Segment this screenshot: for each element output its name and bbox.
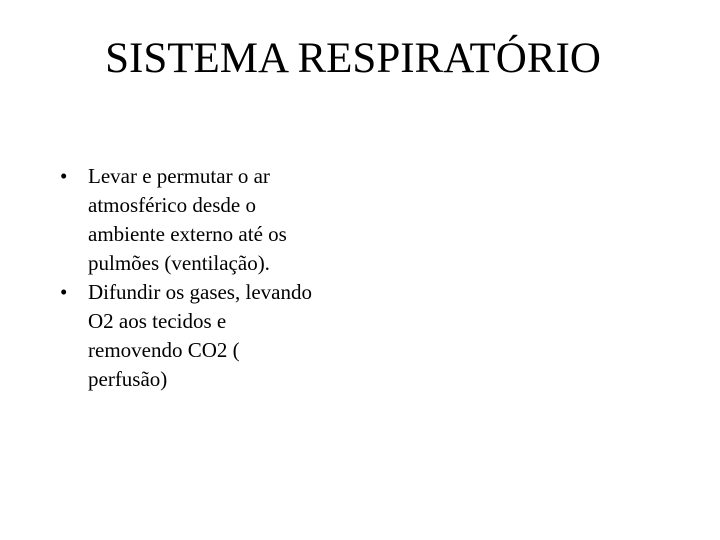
bullet-marker: • [60,164,68,188]
slide-title: SISTEMA RESPIRATÓRIO [105,35,601,82]
bullet-text: Levar e permutar o ar atmosférico desde o ambiente externo até os pulmões (ventilação). [88,164,287,275]
bullet-marker: • [60,280,68,304]
bullet-list [60,162,320,394]
bullet-text: Difundir os gases, levando O2 aos tecidos e removendo CO2 ( perfusão) [88,280,312,391]
bullet-item [60,162,320,278]
bullet-item [60,278,320,394]
